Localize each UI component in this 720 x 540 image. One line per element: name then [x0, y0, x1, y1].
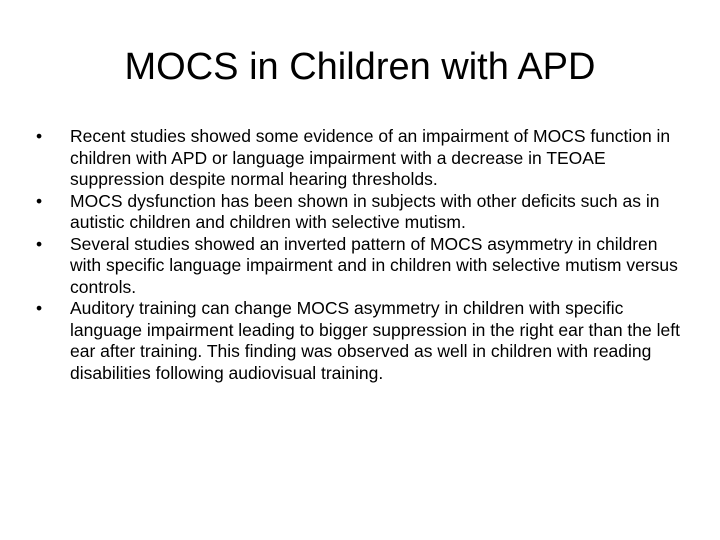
bullet-text: Auditory training can change MOCS asymmetry in children with specific language impairment leading to bigger suppression in the right ear than the left ear after training. This finding was observed as well in children with reading disabilities following audiovisual training.	[70, 298, 680, 383]
bullet-icon: •	[36, 298, 43, 318]
bullet-icon: •	[36, 233, 43, 254]
slide-title: MOCS in Children with APD	[124, 46, 596, 88]
bullet-text: Several studies showed an inverted pattern of MOCS asymmetry in children with specific language impairment and in children with selective mutism versus controls.	[70, 233, 678, 297]
bullet-list	[36, 126, 684, 384]
bullet-item	[36, 234, 684, 299]
bullet-item	[36, 191, 684, 234]
bullet-item	[36, 298, 684, 384]
bullet-icon: •	[36, 190, 43, 211]
bullet-text: Recent studies showed some evidence of an impairment of MOCS function in children with APD or language impairment with a decrease in TEOAE suppression despite normal hearing thresholds.	[70, 126, 671, 189]
bullet-text: MOCS dysfunction has been shown in subjects with other deficits such as in autistic children and children with selective mutism.	[70, 190, 660, 232]
bullet-item	[36, 126, 684, 191]
bullet-icon: •	[36, 126, 43, 146]
